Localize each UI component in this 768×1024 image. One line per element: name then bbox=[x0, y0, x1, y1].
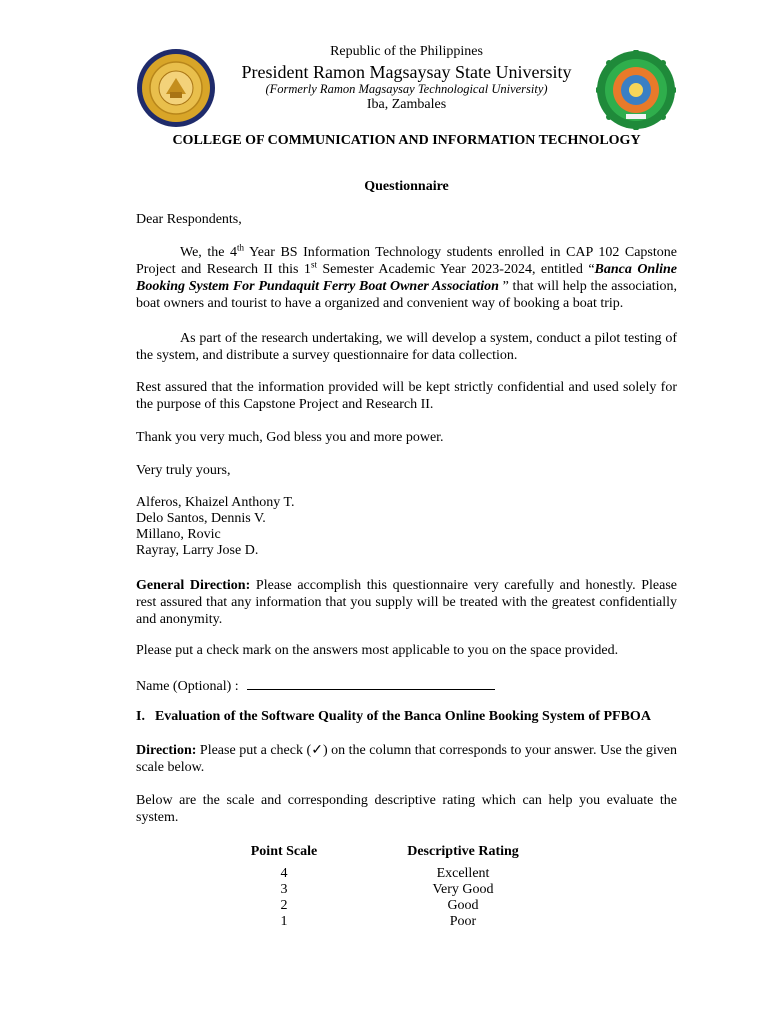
ordinal-suffix: st bbox=[310, 259, 317, 270]
project-title: Banca Online Booking System For Pundaquit Ferry Boat Owner Association bbox=[136, 262, 678, 294]
direction-label: Direction: bbox=[136, 743, 197, 758]
intro-text: We, the 4 bbox=[180, 245, 238, 260]
check-instruction: Please put a check mark on the answers most applicable to you on the space provided. bbox=[136, 643, 619, 658]
section-1-heading bbox=[136, 708, 677, 725]
closing-line: Very truly yours, bbox=[136, 463, 231, 478]
formerly-line: (Formerly Ramon Magsaysay Technological University) bbox=[265, 82, 548, 96]
location-line: Iba, Zambales bbox=[366, 97, 447, 112]
author-name: Rayray, Larry Jose D. bbox=[136, 543, 259, 558]
university-name: President Ramon Magsaysay State University bbox=[241, 62, 572, 82]
column-header: Descriptive Rating bbox=[407, 844, 519, 859]
confidentiality-paragraph: Rest assured that the information provided will be kept strictly confidential and used solely for the purpose of this Capstone Project and Research II. bbox=[136, 380, 677, 412]
author-name: Alferos, Khaizel Anthony T. bbox=[136, 495, 295, 510]
intro-paragraph-1 bbox=[136, 244, 677, 312]
section-title: Evaluation of the Software Quality of the Banca Online Booking System of PFBOA bbox=[154, 709, 651, 724]
intro-text: Year BS Information Technology students enrolled in CAP 102 Capstone Project and Research II this 1 bbox=[136, 245, 677, 277]
column-header: Point Scale bbox=[250, 844, 318, 859]
table-row bbox=[230, 882, 526, 898]
scale-intro: Below are the scale and corresponding descriptive rating which can help you evaluate the system. bbox=[136, 793, 677, 825]
point-scale-cell: 1 bbox=[280, 914, 288, 929]
name-input-line[interactable] bbox=[247, 676, 495, 690]
point-scale-cell: 2 bbox=[280, 898, 288, 913]
point-scale-cell: 3 bbox=[280, 882, 288, 897]
thanks-line: Thank you very much, God bless you and more power. bbox=[136, 430, 444, 445]
table-row bbox=[230, 898, 526, 914]
section-number: I. bbox=[136, 709, 145, 724]
general-direction-label: General Direction: bbox=[136, 578, 251, 593]
intro-paragraph-2: As part of the research undertaking, we will develop a system, conduct a pilot testing of the system, and distribute a survey questionnaire for data collection. bbox=[136, 331, 677, 363]
table-header-row bbox=[230, 844, 526, 866]
table-row bbox=[230, 914, 526, 930]
point-scale-cell: 4 bbox=[280, 866, 288, 881]
salutation: Dear Respondents, bbox=[136, 212, 242, 227]
page-title: Questionnaire bbox=[364, 179, 449, 194]
author-list bbox=[136, 495, 677, 559]
direction-paragraph bbox=[136, 742, 677, 776]
table-row bbox=[230, 866, 526, 882]
college-name: COLLEGE OF COMMUNICATION AND INFORMATION TECHNOLOGY bbox=[172, 133, 641, 148]
rating-cell: Very Good bbox=[432, 882, 494, 897]
direction-text: Please put a check (✓) on the column that corresponds to your answer. Use the given scale below. bbox=[136, 743, 677, 775]
intro-text: ” that will help the association, boat owners and tourist to have a organized and convenient way of booking a boat trip. bbox=[136, 279, 678, 311]
ordinal-suffix: th bbox=[237, 242, 245, 253]
republic-line: Republic of the Philippines bbox=[330, 44, 483, 59]
author-name: Delo Santos, Dennis V. bbox=[136, 511, 266, 526]
scale-table bbox=[230, 844, 526, 930]
author-name: Millano, Rovic bbox=[136, 527, 221, 542]
rating-cell: Good bbox=[447, 898, 479, 913]
rating-cell: Poor bbox=[449, 914, 477, 929]
intro-text: Semester Academic Year 2023-2024, entitled “ bbox=[316, 262, 595, 277]
name-field-row bbox=[136, 676, 677, 695]
rating-cell: Excellent bbox=[436, 866, 490, 881]
name-label: Name (Optional) : bbox=[136, 679, 239, 694]
general-direction-text: Please accomplish this questionnaire very carefully and honestly. Please rest assured that any information that you supply will be treated with the greatest confidentially and anonymity. bbox=[136, 578, 677, 627]
general-direction bbox=[136, 577, 677, 628]
